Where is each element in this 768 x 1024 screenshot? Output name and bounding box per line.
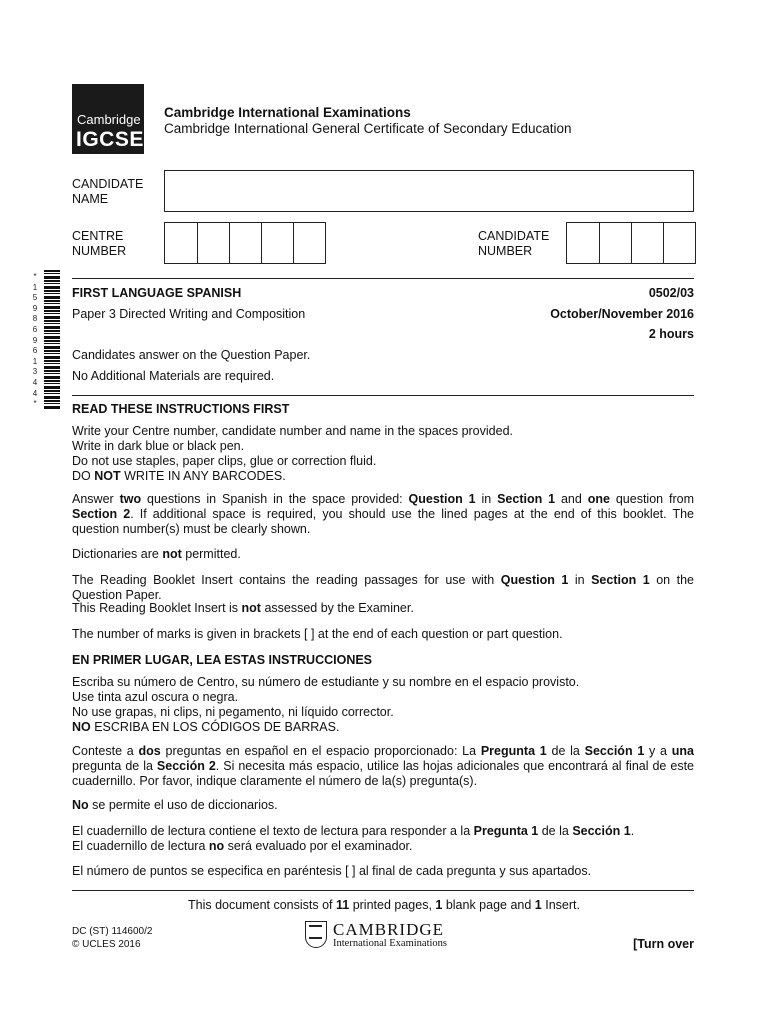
text-run: This Reading Booklet Insert is — [72, 601, 242, 615]
text-run-bold: NO — [72, 720, 91, 734]
centre-number-cell[interactable] — [197, 223, 229, 263]
text-run: . If additional space is required, you should use the lined pages at the end of this booklet. The question number(s) must be clearly shown. — [72, 507, 694, 536]
barcode-digits — [29, 272, 41, 410]
text-run-bold: not — [162, 547, 182, 561]
text-run: Insert. — [541, 898, 580, 912]
answer-instructions-en — [72, 492, 694, 537]
text-run: WRITE IN ANY BARCODES. — [120, 469, 286, 483]
cambridge-crest-icon — [305, 921, 327, 948]
text-run-bold: una — [671, 744, 694, 758]
text-run: and — [555, 492, 588, 506]
page-count — [0, 898, 768, 912]
divider — [72, 395, 694, 396]
text-run-bold: No — [72, 798, 89, 812]
candidate-name-label-line1: CANDIDATE — [72, 177, 144, 191]
barcode-digit: 1 — [32, 282, 38, 292]
text-run: assessed by the Examiner. — [260, 601, 414, 615]
exam-session: October/November 2016 — [550, 307, 694, 321]
text-run: printed pages, — [349, 898, 436, 912]
text-run: Dictionaries are — [72, 547, 163, 561]
text-run-bold: one — [587, 492, 610, 506]
dictionaries-en — [72, 547, 694, 562]
candidate-number-label-line2: NUMBER — [478, 244, 533, 258]
answer-instructions-es — [72, 744, 694, 789]
barcode-digit: 8 — [32, 314, 38, 324]
divider — [72, 278, 694, 279]
instructions-block-es — [72, 675, 694, 735]
candidate-number-cell[interactable] — [663, 223, 695, 263]
instruction-line: Write your Centre number, candidate number and name in the spaces provided. — [72, 424, 513, 438]
logo-igcse-text: IGCSE — [76, 128, 144, 151]
barcode-digit: * — [33, 399, 37, 409]
centre-number-cell[interactable] — [293, 223, 325, 263]
cambridge-wordmark-sub: International Examinations — [333, 938, 448, 949]
centre-number-field[interactable] — [164, 222, 326, 264]
text-run: question from — [609, 492, 694, 506]
marks-note-en: The number of marks is given in brackets [ ] at the end of each question or part question. — [72, 627, 563, 641]
text-run-bold: Sección 2 — [156, 759, 216, 773]
text-run: El cuadernillo de lectura contiene el texto de lectura para responder a la — [72, 824, 474, 838]
text-run: on the Question Paper. — [72, 573, 694, 602]
text-run-bold: not — [241, 601, 261, 615]
candidate-name-label — [72, 177, 143, 207]
text-run: blank page and — [442, 898, 535, 912]
text-run-bold: Question 1 — [500, 573, 569, 587]
barcode — [28, 270, 62, 410]
text-run: de la — [546, 744, 585, 758]
text-run-bold: Question 1 — [408, 492, 476, 506]
candidate-number-cell[interactable] — [599, 223, 631, 263]
text-run-bold: two — [119, 492, 142, 506]
text-run: This document consists of — [188, 898, 336, 912]
materials-line1: Candidates answer on the Question Paper. — [72, 348, 311, 362]
centre-number-cell[interactable] — [165, 223, 197, 263]
text-run-bold: 1 — [435, 898, 443, 912]
text-run-bold: Section 1 — [497, 492, 556, 506]
text-run-bold: 11 — [336, 898, 350, 912]
text-run: pregunta de la — [72, 759, 157, 773]
barcode-bars — [44, 270, 60, 410]
text-run: preguntas en español en el espacio proporcionado: La — [160, 744, 481, 758]
barcode-digit: 3 — [32, 367, 38, 377]
instruction-line — [72, 720, 694, 735]
text-run: questions in Spanish in the space provided: — [141, 492, 409, 506]
text-line — [72, 824, 694, 839]
text-run-bold: Sección 1 — [584, 744, 645, 758]
text-run-bold: Section 1 — [591, 573, 650, 587]
centre-number-label-line1: CENTRE — [72, 229, 124, 243]
dictionaries-es — [72, 798, 694, 813]
text-run: in — [568, 573, 592, 587]
barcode-digit: 4 — [32, 388, 38, 398]
candidate-name-field[interactable] — [164, 170, 694, 212]
turn-over: [Turn over — [633, 937, 694, 951]
text-run: The Reading Booklet Insert contains the reading passages for use with — [72, 573, 501, 587]
text-run: in — [475, 492, 498, 506]
document-reference — [72, 925, 152, 951]
text-run-bold: dos — [138, 744, 161, 758]
barcode-digit: 4 — [32, 377, 38, 387]
instructions-heading-en: READ THESE INSTRUCTIONS FIRST — [72, 402, 290, 416]
reference-code: DC (ST) 114600/2 — [72, 926, 153, 937]
text-run-bold: Section 2 — [72, 507, 131, 521]
marks-note-es: El número de puntos se especifica en paréntesis [ ] al final de cada pregunta y sus apartados. — [72, 864, 592, 878]
text-run-bold: Sección 1 — [572, 824, 631, 838]
instruction-line: Use tinta azul oscura o negra. — [72, 690, 239, 704]
text-run: y a — [644, 744, 672, 758]
igcse-logo — [72, 84, 144, 154]
text-run: se permite el uso de diccionarios. — [88, 798, 278, 812]
text-run: será evaluado por el examinador. — [224, 839, 413, 853]
centre-number-label — [72, 229, 126, 259]
instructions-block-en — [72, 424, 694, 484]
subject-title: FIRST LANGUAGE SPANISH — [72, 286, 242, 300]
text-run: . Si necesita más espacio, utilice las hojas adicionales que encontrará al final de este cuadernillo. Por favor, indique claramente el número de la(s) pregunta(s). — [72, 759, 694, 788]
text-line — [72, 839, 694, 854]
reading-booklet-note-en — [72, 601, 694, 616]
text-run: permitted. — [181, 547, 241, 561]
centre-number-label-line2: NUMBER — [72, 244, 127, 258]
centre-number-cell[interactable] — [229, 223, 261, 263]
instruction-line: Write in dark blue or black pen. — [72, 439, 245, 453]
text-run: Answer — [72, 492, 120, 506]
text-run-bold: Pregunta 1 — [480, 744, 547, 758]
candidate-number-cell[interactable] — [631, 223, 663, 263]
candidate-number-label — [478, 229, 549, 259]
text-run: ESCRIBA EN LOS CÓDIGOS DE BARRAS. — [90, 720, 340, 734]
text-run: DO — [72, 469, 95, 483]
instructions-heading-es: EN PRIMER LUGAR, LEA ESTAS INSTRUCCIONES — [72, 653, 373, 667]
text-run: El cuadernillo de lectura — [72, 839, 209, 853]
candidate-number-label-line1: CANDIDATE — [478, 229, 550, 243]
text-run: . — [630, 824, 635, 838]
copyright: © UCLES 2016 — [72, 939, 141, 950]
logo-cambridge-text: Cambridge — [77, 112, 141, 127]
certificate-name: Cambridge International General Certificate of Secondary Education — [164, 121, 572, 136]
paper-code: 0502/03 — [648, 286, 694, 300]
reading-booklet-en — [72, 573, 694, 603]
divider — [72, 890, 694, 891]
instruction-line: No use grapas, ni clips, ni pegamento, ni líquido corrector. — [72, 705, 394, 719]
text-run: de la — [538, 824, 573, 838]
barcode-digit: 1 — [32, 356, 38, 366]
instruction-line — [72, 469, 694, 484]
text-run: Conteste a — [72, 744, 139, 758]
cambridge-wordmark: CAMBRIDGE — [333, 920, 445, 939]
barcode-digit: * — [33, 272, 37, 281]
reading-booklet-es — [72, 824, 694, 854]
text-run-bold: NOT — [94, 469, 121, 483]
text-run-bold: no — [208, 839, 225, 853]
instruction-line: Escriba su número de Centro, su número de estudiante y su nombre en el espacio provisto. — [72, 675, 580, 689]
candidate-name-label-line2: NAME — [72, 192, 109, 206]
org-name: Cambridge International Examinations — [164, 105, 411, 120]
barcode-digit: 5 — [32, 293, 38, 303]
barcode-digit: 9 — [32, 335, 38, 345]
materials-line2: No Additional Materials are required. — [72, 369, 275, 383]
candidate-number-field[interactable] — [566, 222, 696, 264]
candidate-number-cell[interactable] — [567, 223, 599, 263]
exam-duration: 2 hours — [648, 327, 694, 341]
barcode-digit: 9 — [32, 303, 38, 313]
centre-number-cell[interactable] — [261, 223, 293, 263]
barcode-digit: 6 — [32, 346, 38, 356]
barcode-digit: 6 — [32, 324, 38, 334]
text-run-bold: Pregunta 1 — [473, 824, 539, 838]
text-run-bold: 1 — [534, 898, 542, 912]
paper-title: Paper 3 Directed Writing and Composition — [72, 307, 306, 321]
instruction-line: Do not use staples, paper clips, glue or correction fluid. — [72, 454, 377, 468]
